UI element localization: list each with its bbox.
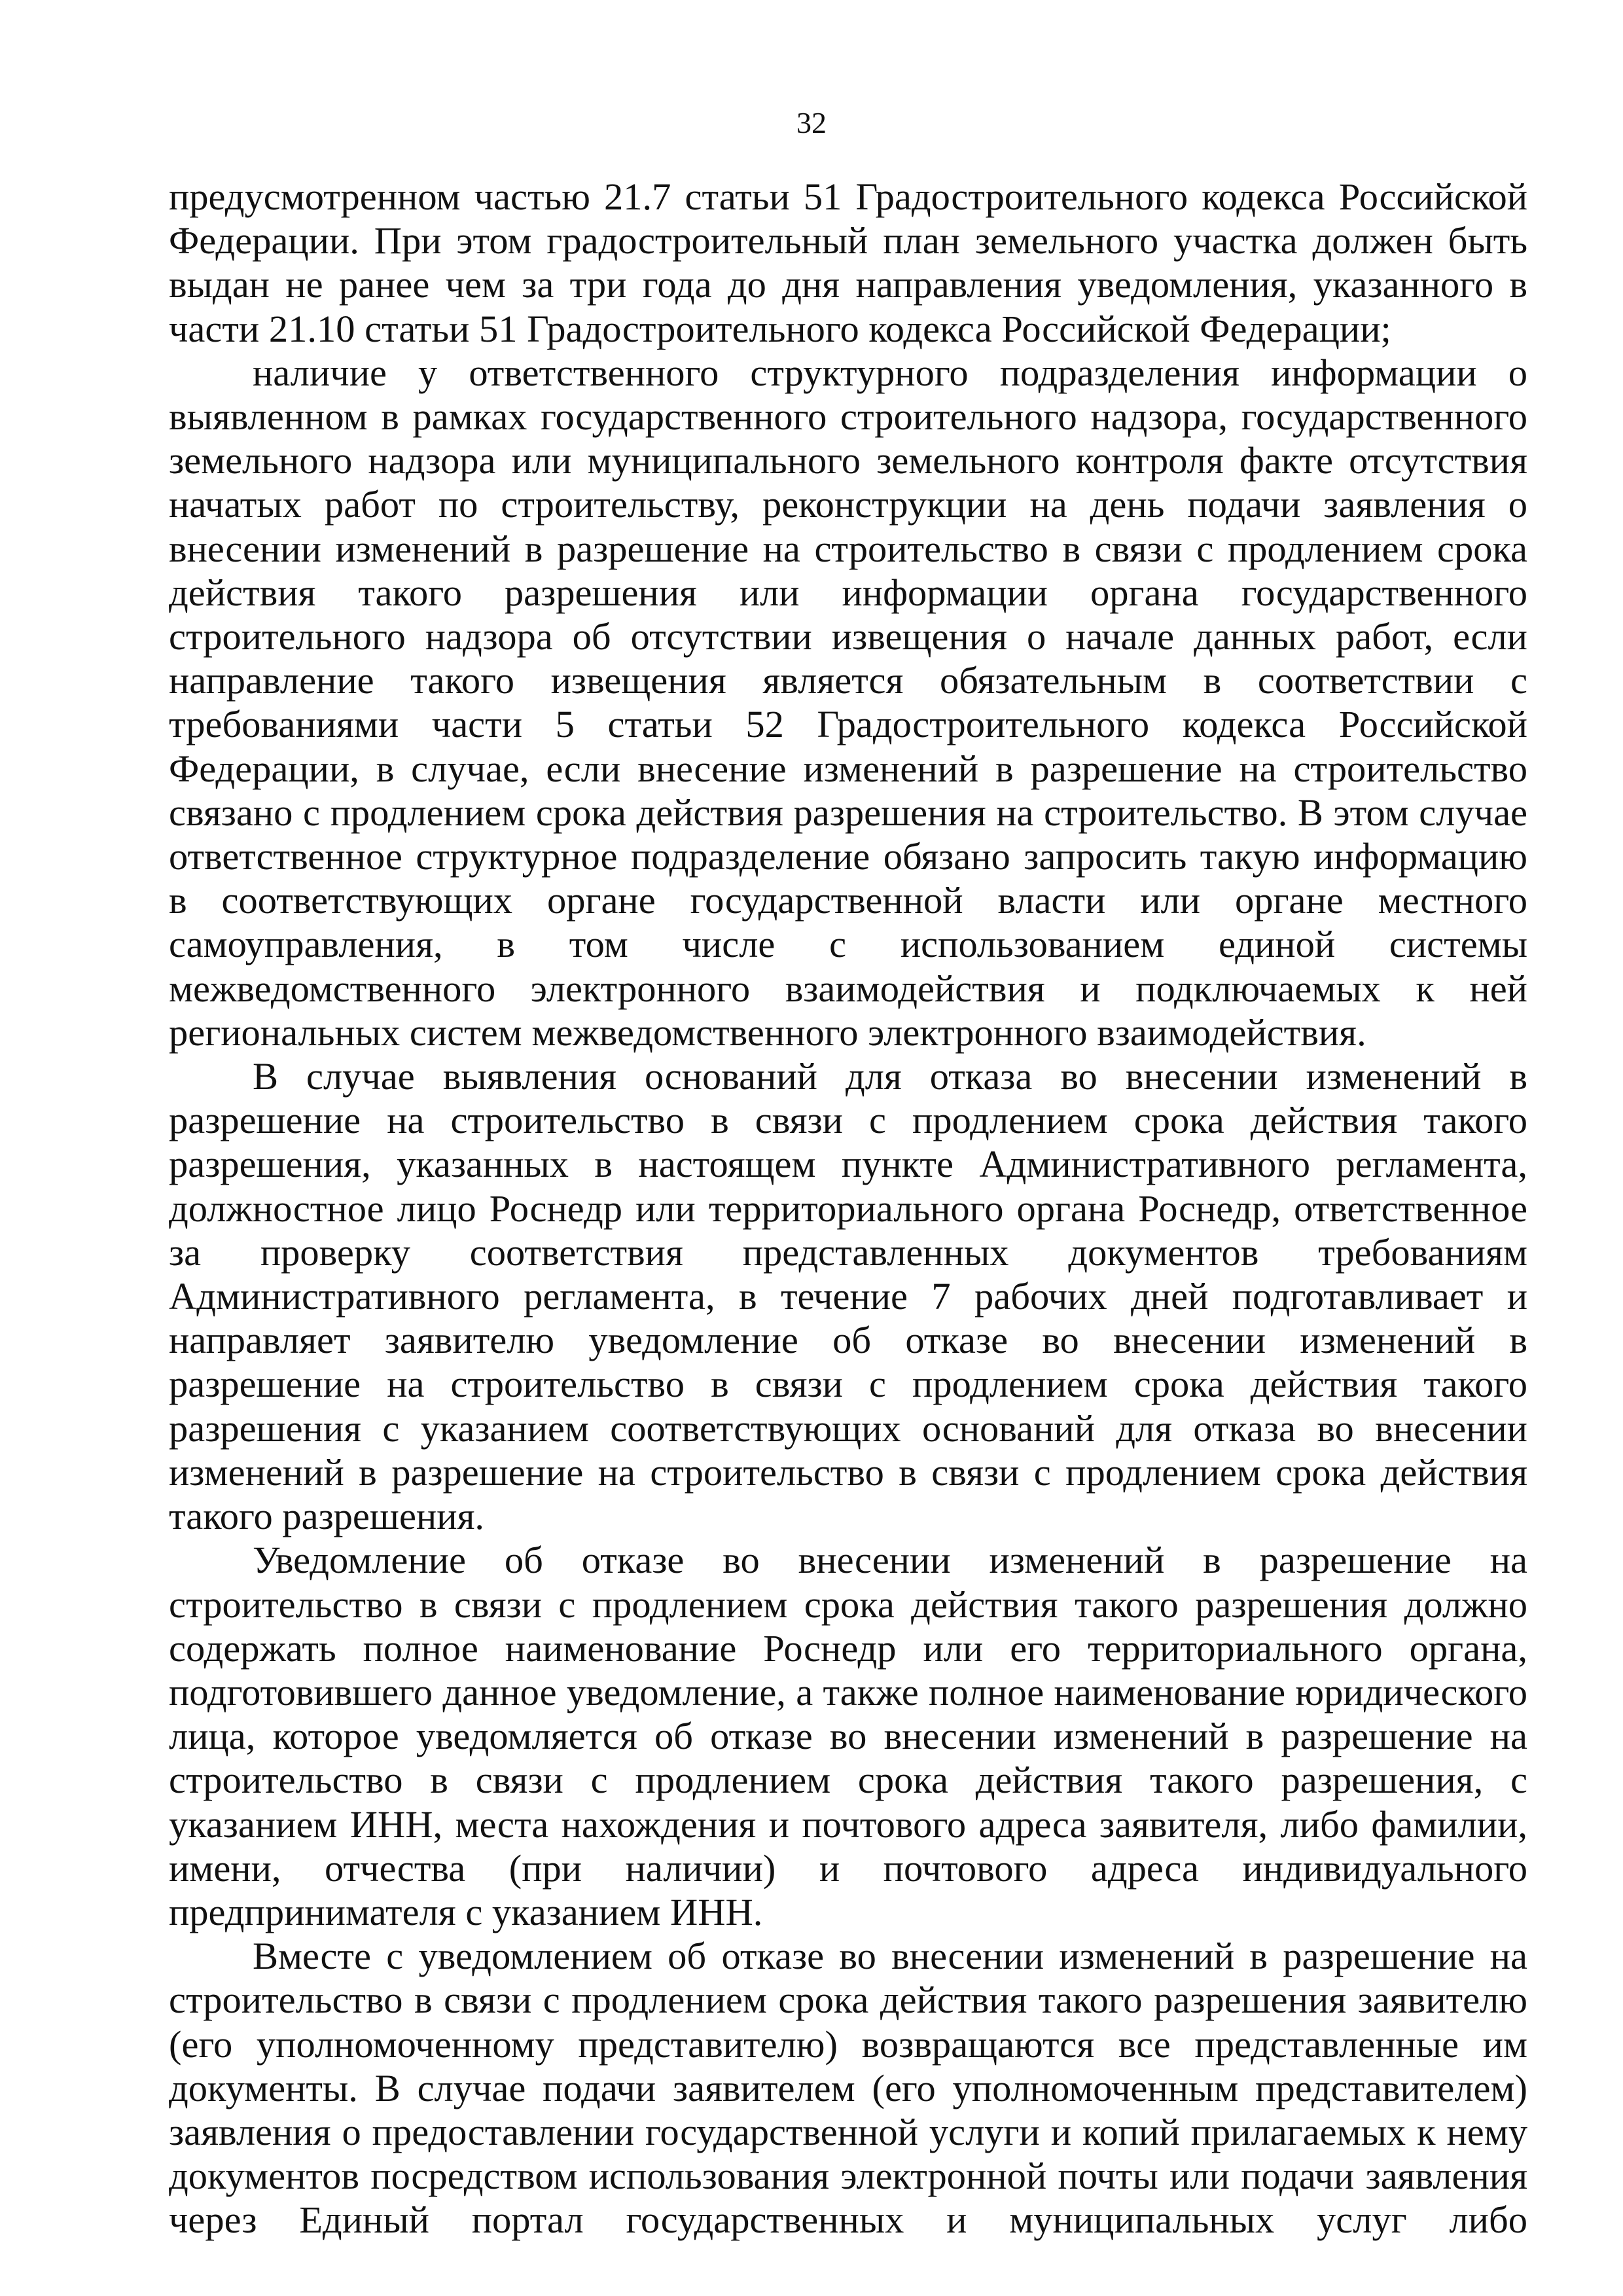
paragraph-refusal-grounds: В случае выявления оснований для отказа во внесении изменений в разрешение на строительство в связи с продлением срока действия такого разрешения, указанных в настоящем пункте Административного регламента, должностное лицо Роснедр или территориального органа Роснедр, ответственное за проверку соответствия представленных документов требованиям Административного регламента, в течение 7 рабочих дней подготавливает и направляет заявителю уведомление об отказе во внесении изменений в разрешение на строительство в связи с продлением срока действия такого разрешения с указанием соответствующих оснований для отказа во внесении изменений в разрешение на строительство в связи с продлением срока действия такого разрешения.	[169, 1055, 1527, 1538]
paragraph-information-availability: наличие у ответственного структурного подразделения информации о выявленном в рамках государственного строительного надзора, государственного земельного надзора или муниципального земельного контроля факте отсутствия начатых работ по строительству, реконструкции на день подачи заявления о внесении изменений в разрешение на строительство в связи с продлением срока действия такого разрешения или информации органа государственного строительного надзора об отсутствии извещения о начале данных работ, если направление такого извещения является обязательным в соответствии с требованиями части 5 статьи 52 Градостроительного кодекса Российской Федерации, в случае, если внесение изменений в разрешение на строительство связано с продлением срока действия разрешения на строительство. В этом случае ответственное структурное подразделение обязано запросить такую информацию в соответствующих органе государственной власти или органе местного самоуправления, в том числе с использованием единой системы межведомственного электронного взаимодействия и подключаемых к ней региональных систем межведомственного электронного взаимодействия.	[169, 351, 1527, 1054]
paragraph-documents-return: Вместе с уведомлением об отказе во внесении изменений в разрешение на строительство в связи с продлением срока действия такого разрешения заявителю (его уполномоченному представителю) возвращаются все представленные им документы. В случае подачи заявителем (его уполномоченным представителем) заявления о предоставлении государственной услуги и копий прилагаемых к нему документов посредством использования электронной почты или подачи заявления через Единый портал государственных и муниципальных услуг либо	[169, 1935, 1527, 2242]
document-body	[169, 175, 1527, 2242]
paragraph-refusal-notice-content: Уведомление об отказе во внесении изменений в разрешение на строительство в связи с продлением срока действия такого разрешения должно содержать полное наименование Роснедр или его территориального органа, подготовившего данное уведомление, а также полное наименование юридического лица, которое уведомляется об отказе во внесении изменений в разрешение на строительство в связи с продлением срока действия такого разрешения, с указанием ИНН, места нахождения и почтового адреса заявителя, либо фамилии, имени, отчества (при наличии) и почтового адреса индивидуального предпринимателя с указанием ИНН.	[169, 1539, 1527, 1933]
paragraph-continuation: предусмотренном частью 21.7 статьи 51 Градостроительного кодекса Российской Федерации. При этом градостроительный план земельного участка должен быть выдан не ранее чем за три года до дня направления уведомления, указанного в части 21.10 статьи 51 Градостроительного кодекса Российской Федерации;	[169, 175, 1527, 350]
page-number: 32	[796, 106, 827, 139]
